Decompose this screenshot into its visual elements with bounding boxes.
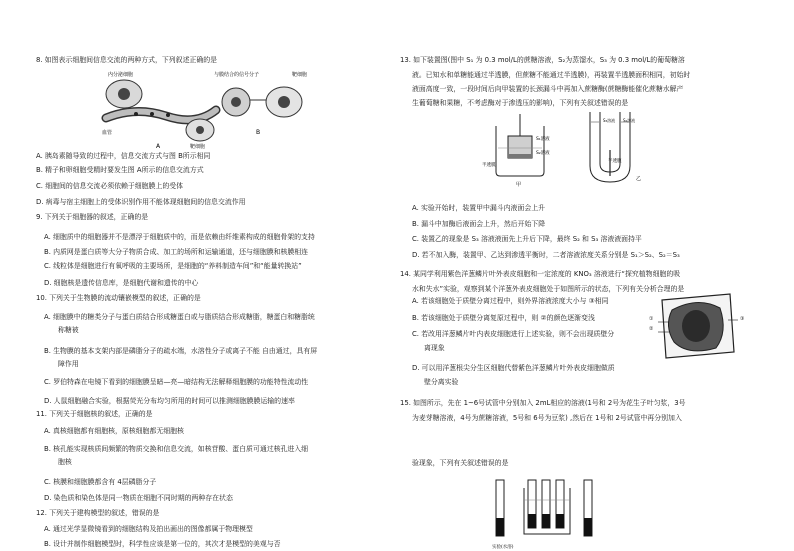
- cell-label-2: ②: [649, 326, 654, 332]
- question-12-stem: 12. 下列关于建构模型的叙述，错误的是: [36, 509, 160, 517]
- question-14-option-a: A. 若该细胞处于质壁分离过程中，则外界溶液浓度大小与 ③相同: [412, 297, 609, 305]
- question-10-option-b-cont: 障作用: [58, 360, 79, 368]
- label-membrane-yi: 半透膜: [608, 159, 622, 164]
- question-12-option-b: B. 设计并制作细胞模型时，科学性应该是第一位的，其次才是模型的美观与否: [44, 540, 281, 548]
- question-10-option-a-cont: 称糖被: [58, 326, 79, 334]
- question-15-test-tube-figure: [492, 470, 632, 550]
- question-14-option-d-cont: 壁分离实验: [424, 378, 459, 386]
- question-13-figure: [482, 110, 680, 190]
- question-8-option-c: C. 细胞间的信息交流必须依赖于细胞膜上的受体: [36, 182, 184, 190]
- question-8-stem: 8. 如图表示细胞间信息交流的两种方式，下列叙述正确的是: [36, 56, 218, 64]
- question-9-option-c: C. 线粒体是细胞进行有氧呼吸的主要场所，是细胞的“养料制造车间”和“能量转换站”: [44, 262, 302, 270]
- question-9-option-a: A. 细胞质中的细胞器并不是漂浮于细胞质中的，而是依赖由纤维素构成的细胞骨架的支持: [44, 233, 315, 241]
- label-endocrine-cell: 内分泌细胞: [108, 72, 134, 78]
- apparatus-jia: [482, 114, 550, 188]
- apparatus-yi: [590, 112, 641, 182]
- label-s1: S₁溶液: [536, 137, 550, 142]
- label-target-cell-b: 靶细胞: [292, 72, 308, 78]
- label-target-cell-a: 靶细胞: [190, 144, 206, 150]
- question-15-stem-line-1: 15. 如图所示，先在 1~6号试管中分别加入 2mL相应的溶液(1号和 2号为花生子叶匀浆，3号: [400, 399, 686, 407]
- label-s3: S₃溶液: [603, 118, 616, 123]
- question-10-option-d: D. 人鼠细胞融合实验，根据荧光分布均匀所用的时间可以推测细胞膜膜运输的速率: [44, 397, 295, 405]
- question-13-option-a: A. 实验开始时，装置甲中漏斗内液面会上升: [412, 204, 546, 212]
- label-blood-vessel: 血管: [102, 130, 113, 136]
- question-11-stem: 11. 下列关于细胞核的叙述，正确的是: [36, 410, 153, 418]
- question-13-stem-line-1: 13. 如下装置图(图中 S₁ 为 0.3 mol/L的蔗糖溶液，S₂为蒸馏水，S₃ 为 0.3 mol/L的葡萄糖溶: [400, 56, 685, 64]
- question-8-option-a: A. 胰岛素随导致的过程中，信息交流方式与图 B所示相同: [36, 152, 211, 160]
- label-s2-yi: S₂溶液: [623, 118, 636, 123]
- figure-caption: 实验(水浴): [492, 545, 514, 550]
- question-15-continuation: 验现象，下列有关叙述错误的是: [412, 459, 509, 467]
- question-14-option-d: D. 可以用洋葱根尖分生区细胞代替紫色洋葱鳞片叶外表皮细胞做质: [412, 364, 615, 372]
- caption-b: B: [256, 129, 261, 136]
- question-13-option-d: D. 若不加入酶，装置甲、乙达到渗透平衡时，二者溶液浓度关系分别是 S₁＞S₂、S₂＝S₃: [412, 251, 680, 259]
- question-14-option-c-cont: 离现象: [424, 344, 445, 352]
- cell-label-1: ①: [649, 316, 654, 322]
- question-14-stem-line-2: 水和失水”实验，观察到某个洋葱外表皮细胞处于如图所示的状态，下列有关分析合理的是: [412, 285, 685, 293]
- question-11-option-c: C. 核膜和细胞膜都含有 4层磷脂分子: [44, 478, 157, 486]
- question-9-option-d: D. 细胞核是遗传信息库，是细胞代谢和遗传的中心: [44, 279, 199, 287]
- question-11-option-b-cont: 胞核: [58, 458, 72, 466]
- question-8-option-d: D. 病毒与宿主细胞上的受体识别作用不能体现细胞间的信息交流作用: [36, 198, 246, 206]
- figure-b: [214, 71, 307, 136]
- question-13-option-c: C. 装置乙的现象是 S₃ 溶液液面先上升后下降，最终 S₂ 和 S₃ 溶液液面持平: [412, 235, 642, 243]
- question-11-option-b: B. 核孔能实现核质间频繁的物质交换和信息交流，如核苷酸、蛋白质可通过核孔进入细: [44, 445, 309, 453]
- question-10-option-a: A. 细胞膜中的糖类分子与蛋白质结合形成糖蛋白或与脂质结合形成糖脂，糖蛋白和糖脂统: [44, 313, 315, 321]
- question-12-option-a: A. 通过光学显微镜看到的细胞结构及拍出画出的图像都属于物理模型: [44, 525, 253, 533]
- question-15-stem-line-2: 为麦芽糖溶液，4号为蔗糖溶液，5号和 6号为豆浆) ,然后在 1号和 2号试管中再分别加入: [412, 414, 682, 422]
- caption-jia: 甲: [516, 182, 522, 188]
- question-10-stem: 10. 下列关于生物膜的流动镶嵌模型的叙述，正确的是: [36, 294, 201, 302]
- question-14-cell-figure: [658, 292, 738, 362]
- figure-a: [102, 71, 216, 150]
- question-8-option-b: B. 精子和卵细胞受精时要发生图 A所示的信息交流方式: [36, 166, 204, 174]
- question-8-figure: [96, 70, 316, 150]
- label-s2-jia: S₂溶液: [536, 151, 550, 156]
- question-10-option-c: C. 罗伯特森在电镜下看到的细胞膜呈暗—亮—暗结构无法解释细胞膜的功能特性流动性: [44, 378, 309, 386]
- question-9-option-b: B. 内质网是蛋白质等大分子物质合成、加工的场所和运输通道，还与细胞膜和核膜相连: [44, 248, 309, 256]
- caption-a: A: [156, 143, 161, 150]
- label-signal-molecule: 与膜结合的信号分子: [214, 72, 260, 78]
- cell-label-3: ③: [740, 316, 745, 322]
- question-14-option-b: B. 若该细胞处于质壁分离复原过程中，则 ②的颜色逐渐变浅: [412, 314, 595, 322]
- question-9-stem: 9. 下列关于细胞器的叙述，正确的是: [36, 213, 149, 221]
- question-11-option-a: A. 真核细胞都有细胞核，原核细胞都无细胞核: [44, 427, 184, 435]
- question-13-option-b: B. 漏斗中加酶后液面会上升，然后开始下降: [412, 220, 546, 228]
- question-13-stem-line-2: 液。已知水和单糖能通过半透膜，但蔗糖不能通过半透膜)，再装置半透膜面积相同，初始时: [412, 71, 691, 79]
- question-14-option-c: C. 若改用洋葱鳞片叶内表皮细胞进行上述实验，则不会出现质壁分: [412, 330, 615, 338]
- question-13-stem-line-4: 生葡萄糖和果糖，不考虑酶对于渗透压的影响)，下列有关叙述错误的是: [412, 99, 629, 107]
- caption-yi: 乙: [636, 176, 642, 182]
- question-10-option-b: B. 生物膜的基本支架内部是磷脂分子的疏水端，水溶性分子或离子不能 自由通过，具有屏: [44, 347, 318, 355]
- question-13-stem-line-3: 液面高度一致，一段时间后向甲装置的长颈漏斗中再加入蔗糖酶(蔗糖酶能催化蔗糖水解产: [412, 85, 684, 93]
- label-membrane-jia: 半透膜: [482, 163, 496, 168]
- question-11-option-d: D. 染色质和染色体是同一物质在细胞不同时期的两种存在状态: [44, 494, 233, 502]
- question-14-stem-line-1: 14. 某同学利用紫色洋葱鳞片叶外表皮细胞和一定浓度的 KNO₃ 溶液进行“探究植物细胞的吸: [400, 270, 681, 278]
